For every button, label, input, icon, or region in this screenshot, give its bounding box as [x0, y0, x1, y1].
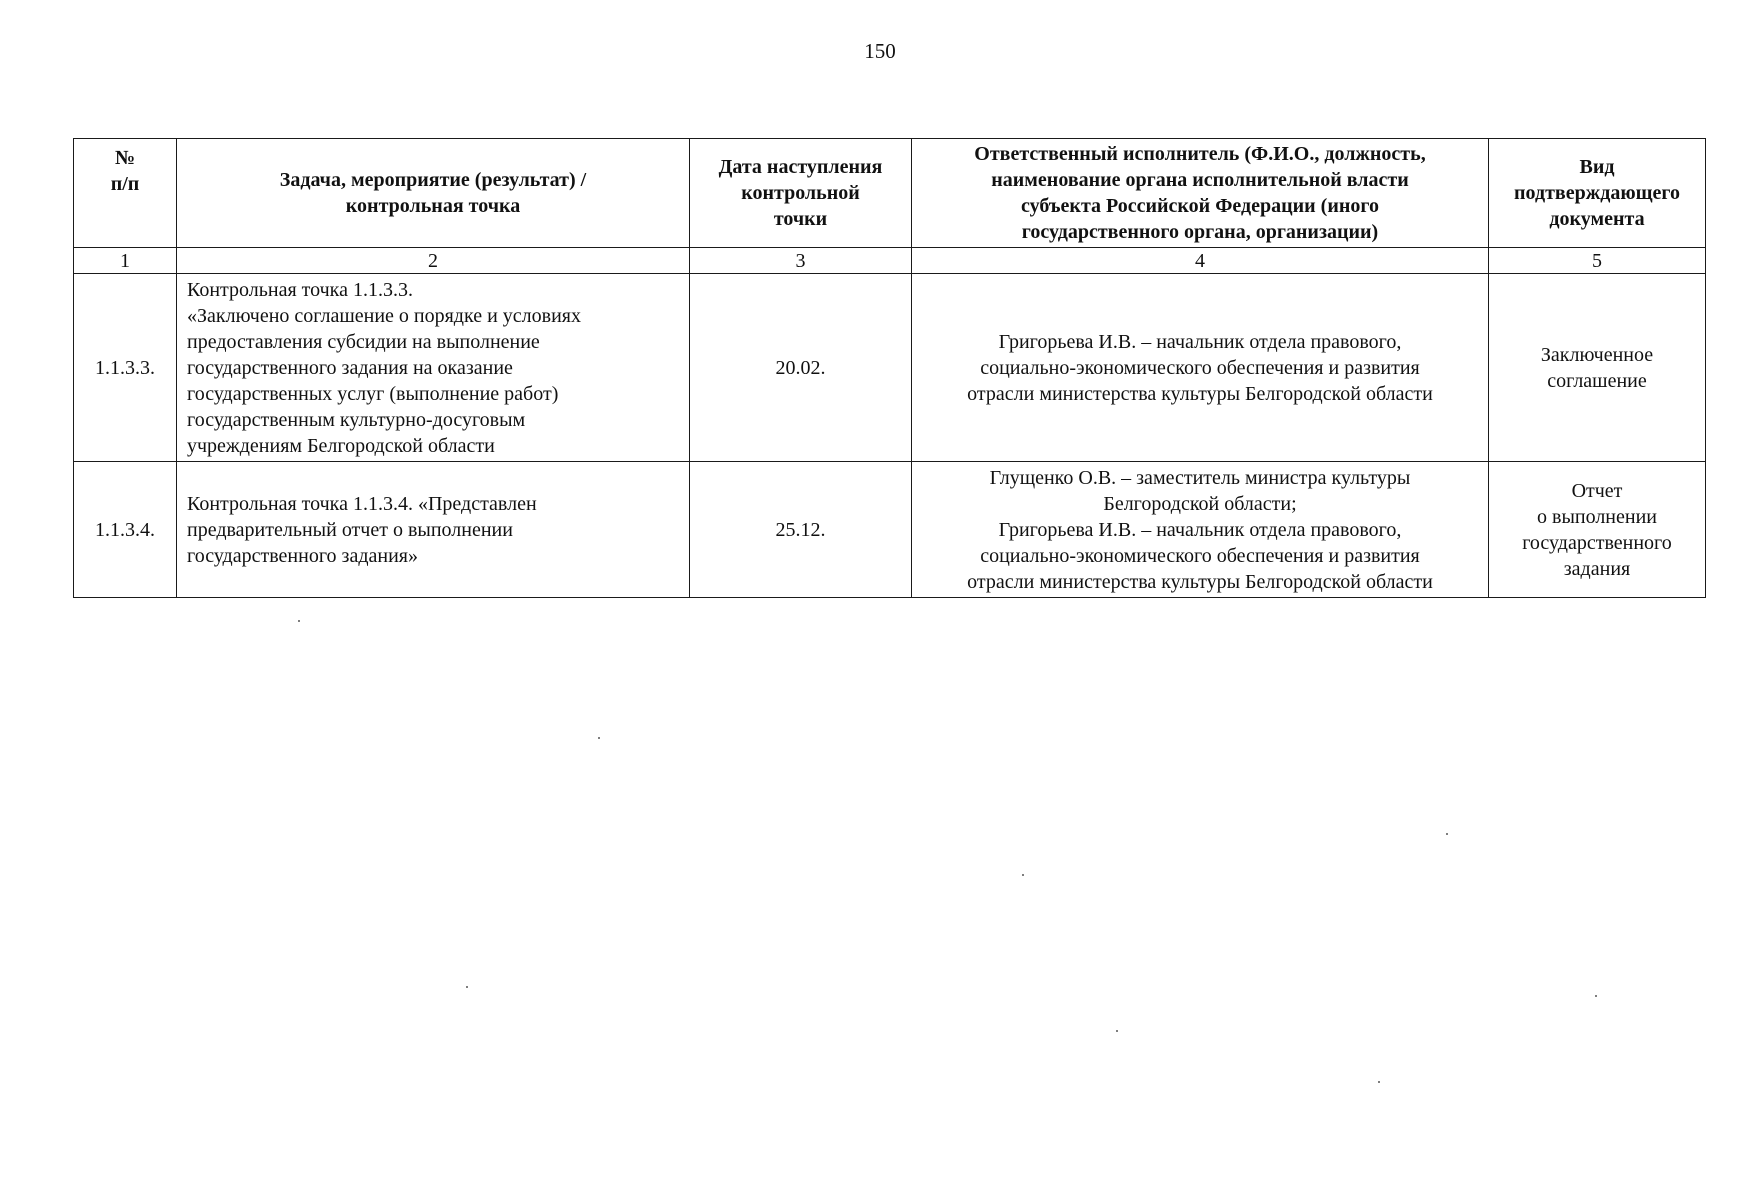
row-responsible: Глущенко О.В. – заместитель министра культуры Белгородской области; Григорьева И.В. – начальник отдела правового, социально-экономического обеспечения и развития отрасли министерства культуры Белгородской области [912, 462, 1489, 598]
column-number-1: 1 [74, 248, 177, 274]
scan-speck [1116, 1030, 1118, 1032]
page-number: 150 [864, 39, 896, 63]
header-responsible: Ответственный исполнитель (Ф.И.О., должность, наименование органа исполнительной власти субъекта Российской Федерации (иного государственного органа, организации) [912, 139, 1489, 248]
scan-speck [1446, 833, 1448, 835]
column-number-4: 4 [912, 248, 1489, 274]
scan-speck [1595, 995, 1597, 997]
header-date: Дата наступления контрольной точки [690, 139, 912, 248]
column-numbers-row [74, 248, 1706, 274]
table-header-row [74, 139, 1706, 248]
header-document: Вид подтверждающего документа [1489, 139, 1706, 248]
row-document: Заключенное соглашение [1489, 274, 1706, 462]
row-task: Контрольная точка 1.1.3.4. «Представлен предварительный отчет о выполнении государственного задания» [177, 462, 690, 598]
scan-speck [466, 986, 468, 988]
table-row [74, 462, 1706, 598]
scan-speck [1022, 874, 1024, 876]
row-responsible: Григорьева И.В. – начальник отдела правового, социально-экономического обеспечения и развития отрасли министерства культуры Белгородской области [912, 274, 1489, 462]
column-number-2: 2 [177, 248, 690, 274]
header-number: № п/п [74, 139, 177, 248]
row-document: Отчет о выполнении государственного задания [1489, 462, 1706, 598]
column-number-3: 3 [690, 248, 912, 274]
control-points-table [73, 138, 1706, 598]
scan-speck [298, 620, 300, 622]
table-row [74, 274, 1706, 462]
row-date: 25.12. [690, 462, 912, 598]
row-date: 20.02. [690, 274, 912, 462]
scan-speck [598, 737, 600, 739]
header-task: Задача, мероприятие (результат) / контрольная точка [177, 139, 690, 248]
scan-speck [1378, 1081, 1380, 1083]
row-task: Контрольная точка 1.1.3.3. «Заключено соглашение о порядке и условиях предоставления субсидии на выполнение государственного задания на оказание государственных услуг (выполнение работ) государственным культурно-досуговым учреждениям Белгородской области [177, 274, 690, 462]
row-number: 1.1.3.3. [74, 274, 177, 462]
column-number-5: 5 [1489, 248, 1706, 274]
row-number: 1.1.3.4. [74, 462, 177, 598]
